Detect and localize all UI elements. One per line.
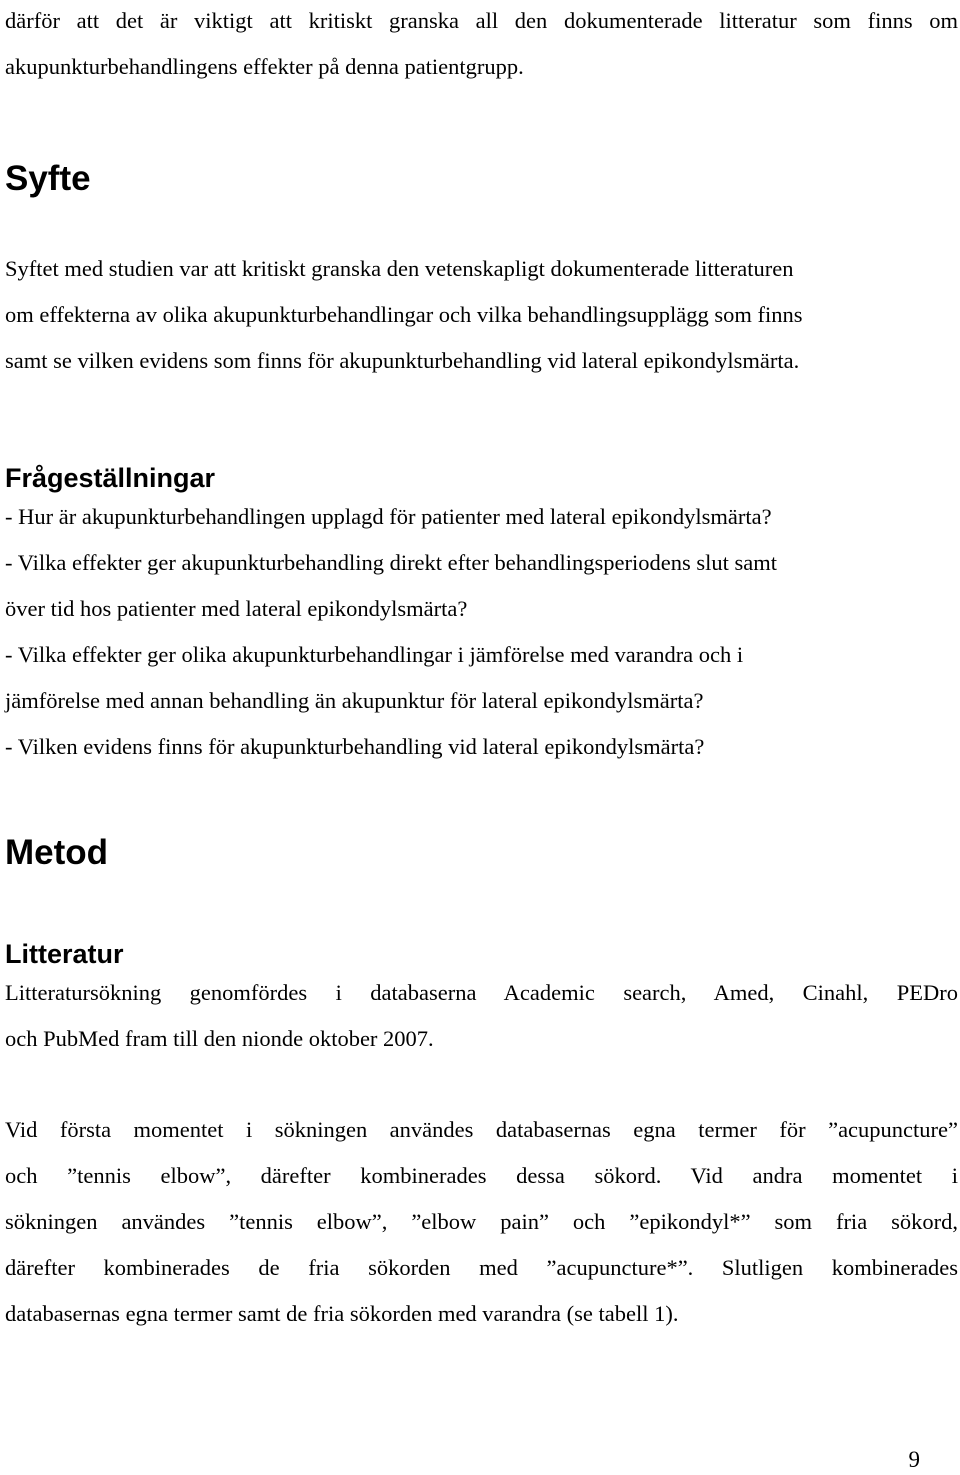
- question-item: - Vilka effekter ger olika akupunkturbehandlingar i jämförelse med varandra och i: [5, 642, 744, 667]
- litteratur-line: sökningen användes ”tennis elbow”, ”elbow pain” och ”epikondyl*” som fria sökord,: [5, 1209, 958, 1234]
- intro-line: därför att det är viktigt att kritiskt granska all den dokumenterade litteratur som finns om: [5, 8, 958, 33]
- litteratur-paragraph-2: [5, 1107, 958, 1337]
- question-item-continuation: jämförelse med annan behandling än akupunktur för lateral epikondylsmärta?: [5, 688, 704, 713]
- question-item: - Hur är akupunkturbehandlingen upplagd för patienter med lateral epikondylsmärta?: [5, 504, 772, 529]
- heading-syfte: Syfte: [5, 159, 91, 198]
- intro-line: akupunkturbehandlingens effekter på denna patientgrupp.: [5, 54, 524, 79]
- litteratur-line: databasernas egna termer samt de fria sökorden med varandra (se tabell 1).: [5, 1301, 679, 1326]
- litteratur-line: och PubMed fram till den nionde oktober 2007.: [5, 1026, 434, 1051]
- document-page: [5, 0, 958, 1474]
- litteratur-line: därefter kombinerades de fria sökorden med ”acupuncture*”. Slutligen kombinerades: [5, 1255, 958, 1280]
- syfte-paragraph: [5, 246, 958, 384]
- heading-metod: Metod: [5, 833, 109, 872]
- litteratur-line: Litteratursökning genomfördes i databaserna Academic search, Amed, Cinahl, PEDro: [5, 980, 958, 1005]
- question-item-continuation: över tid hos patienter med lateral epikondylsmärta?: [5, 596, 468, 621]
- syfte-line: Syftet med studien var att kritiskt granska den vetenskapligt dokumenterade litteraturen: [5, 256, 794, 281]
- syfte-line: samt se vilken evidens som finns för akupunkturbehandling vid lateral epikondylsmärta.: [5, 348, 800, 373]
- heading-litteratur: Litteratur: [5, 939, 124, 969]
- intro-paragraph: [5, 0, 958, 90]
- litteratur-line: Vid första momentet i sökningen användes databasernas egna termer för ”acupuncture”: [5, 1117, 958, 1142]
- heading-fragestallningar: Frågeställningar: [5, 463, 216, 493]
- question-item: - Vilka effekter ger akupunkturbehandling direkt efter behandlingsperiodens slut samt: [5, 550, 777, 575]
- syfte-line: om effekterna av olika akupunkturbehandlingar och vilka behandlingsupplägg som finns: [5, 302, 803, 327]
- litteratur-paragraph-1: [5, 970, 958, 1062]
- page-number: 9: [908, 1447, 920, 1472]
- fragestallningar-list: [5, 494, 958, 770]
- litteratur-line: och ”tennis elbow”, därefter kombinerades dessa sökord. Vid andra momentet i: [5, 1163, 958, 1188]
- question-item: - Vilken evidens finns för akupunkturbehandling vid lateral epikondylsmärta?: [5, 734, 705, 759]
